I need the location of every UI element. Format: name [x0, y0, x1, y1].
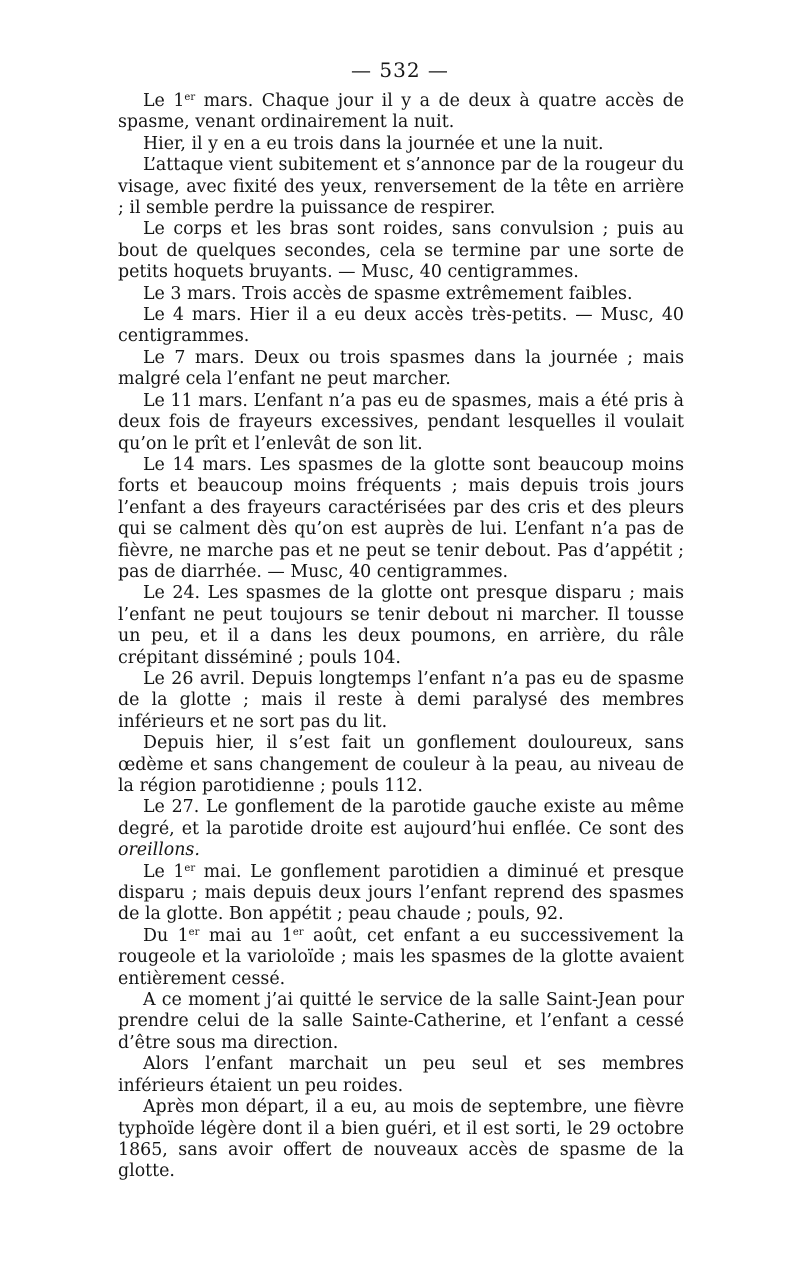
paragraph-hier: Hier, il y en a eu trois dans la journée et une la nuit. — [143, 133, 604, 154]
paragraph-27: Le 27. Le gonflement de la parotide gauche existe au même degré, et la parotide droite est aujourd’hui enflée. Ce sont des oreillons. — [118, 797, 684, 861]
paragraph-7-mars: Le 7 mars. Deux ou trois spasmes dans la journée ; mais malgré cela l’enfant ne peut marcher. — [118, 347, 684, 390]
paragraph-depuis-hier: Depuis hier, il s’est fait un gonflement douloureux, sans œdème et sans changement de couleur à la peau, au niveau de la région parotidienne ; pouls 112. — [118, 733, 684, 796]
paragraph-4-mars: Le 4 mars. Hier il a eu deux accès très-petits. — Musc, 40 centigrammes. — [118, 305, 684, 347]
paragraph-corps: Le corps et les bras sont roides, sans convulsion ; puis au bout de quelques secondes, cela se termine par une sorte de petits hoquets bruyants. — Musc, 40 centigrammes. — [118, 219, 684, 283]
paragraph-11-mars: Le 11 mars. L’enfant n’a pas eu de spasmes, mais a été pris à deux fois de frayeurs excessives, pendant lesquelles il voulait qu’on le prît et l’enlevât de son lit. — [118, 390, 684, 454]
paragraph-apres-depart: Après mon départ, il a eu, au mois de septembre, une fièvre typhoïde légère dont il a bien guéri, et il est sorti, le 29 octobre 1865, sans avoir offert de nouveaux accès de spasme de la glotte. — [118, 1097, 684, 1182]
paragraph-3-mars: Le 3 mars. Trois accès de spasme extrêmement faibles. — [143, 283, 633, 304]
paragraph-1-mai: Le 1er mai. Le gonflement parotidien a diminué et presque disparu ; mais depuis deux jours l’enfant reprend des spasmes de la glotte. Bon appétit ; peau chaude ; pouls, 92. — [118, 861, 685, 925]
page-number: — 532 — — [351, 58, 449, 82]
paragraph-14-mars: Le 14 mars. Les spasmes de la glotte sont beaucoup moins forts et beaucoup moins fréquents ; mais depuis trois jours l’enfant a des frayeurs caractérisées par des cris et des pleurs qui se calment dès qu’on est auprès de lui. L’enfant n’a pas de fièvre, ne marche pas et ne peut se tenir debout. Pas d’appétit ; pas de diarrhée. — Musc, 40 centigrammes. — [118, 454, 684, 582]
body-text — [118, 91, 684, 1183]
paragraph-alors: Alors l’enfant marchait un peu seul et ses membres inférieurs étaient un peu roides. — [118, 1054, 684, 1096]
paragraph-ce-moment: A ce moment j’ai quitté le service de la salle Saint-Jean pour prendre celui de la salle Sainte-Catherine, et l’enfant a cessé d’être sous ma direction. — [118, 990, 684, 1053]
paragraph-1-mars: Le 1er mars. Chaque jour il y a de deux à quatre accès de spasme, venant ordinairement la nuit. — [118, 91, 684, 133]
paragraph-26-avril: Le 26 avril. Depuis longtemps l’enfant n’a pas eu de spasme de la glotte ; mais il reste à demi paralysé des membres inférieurs et ne sort pas du lit. — [118, 668, 684, 732]
paragraph-mai-aout: Du 1er mai au 1er août, cet enfant a eu successivement la rougeole et la varioloïde ; mais les spasmes de la glotte avaient entièrement cessé. — [118, 925, 684, 989]
paragraph-24: Le 24. Les spasmes de la glotte ont presque disparu ; mais l’enfant ne peut toujours se tenir debout ni marcher. Il tousse un peu, et il a dans les deux poumons, en arrière, du râle crépitant disséminé ; pouls 104. — [118, 583, 684, 668]
paragraph-attaque: L’attaque vient subitement et s’annonce par de la rougeur du visage, avec fixité des yeux, renversement de la tête en arrière ; il semble perdre la puissance de respirer. — [118, 155, 684, 219]
